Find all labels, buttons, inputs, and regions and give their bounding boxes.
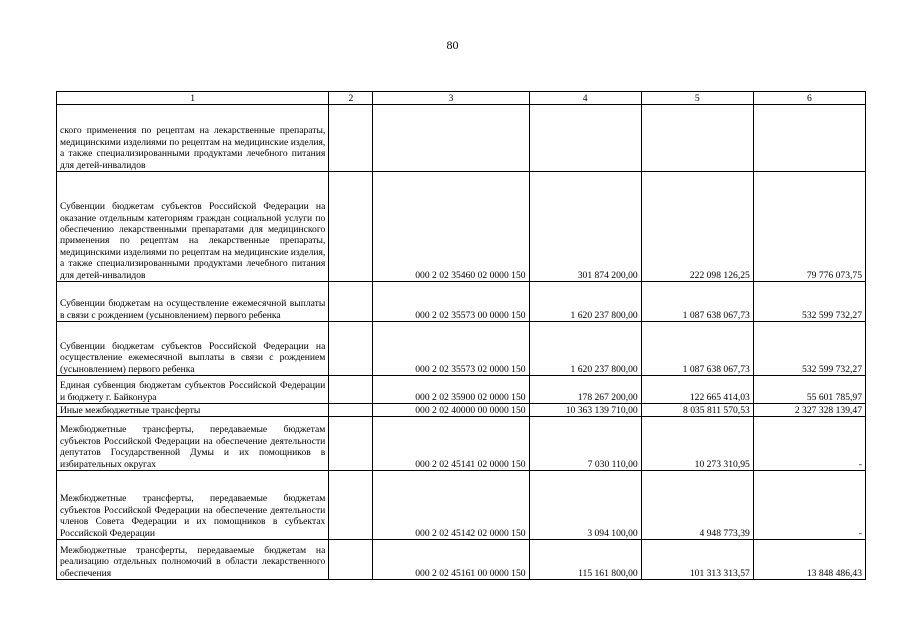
row-col2-cell: [329, 322, 373, 376]
row-value-col6: 13 848 486,43: [753, 540, 865, 580]
row-value-col4: 3 094 100,00: [529, 471, 641, 540]
row-name-cell: Иные межбюджетные трансферты: [57, 404, 329, 417]
row-value-col6: -: [753, 417, 865, 471]
row-value-col4: 301 874 200,00: [529, 172, 641, 282]
row-code-cell: 000 2 02 35573 02 0000 150: [373, 322, 529, 376]
column-header: 5: [641, 92, 753, 105]
row-value-col5: 1 087 638 067,73: [641, 282, 753, 322]
row-code-cell: 000 2 02 45141 02 0000 150: [373, 417, 529, 471]
table-row: [57, 282, 866, 322]
row-value-col5: 101 313 313,57: [641, 540, 753, 580]
row-col2-cell: [329, 172, 373, 282]
table-row: [57, 105, 866, 172]
row-value-col6: 532 599 732,27: [753, 282, 865, 322]
row-col2-cell: [329, 417, 373, 471]
row-value-col4: 178 267 200,00: [529, 376, 641, 404]
column-header: 6: [753, 92, 865, 105]
row-code-cell: 000 2 02 35900 02 0000 150: [373, 376, 529, 404]
row-col2-cell: [329, 404, 373, 417]
row-value-col5: 222 098 126,25: [641, 172, 753, 282]
row-col2-cell: [329, 105, 373, 172]
table-row: [57, 471, 866, 540]
column-header: 1: [57, 92, 329, 105]
row-value-col4: 1 620 237 800,00: [529, 322, 641, 376]
row-value-col4: [529, 105, 641, 172]
row-value-col6: -: [753, 471, 865, 540]
row-col2-cell: [329, 376, 373, 404]
row-value-col5: 4 948 773,39: [641, 471, 753, 540]
row-code-cell: 000 2 02 45161 00 0000 150: [373, 540, 529, 580]
row-col2-cell: [329, 471, 373, 540]
column-header: 3: [373, 92, 529, 105]
row-value-col4: 115 161 800,00: [529, 540, 641, 580]
budget-table: [56, 91, 866, 580]
row-col2-cell: [329, 540, 373, 580]
row-name-cell: Субвенции бюджетам субъектов Российской Федерации на оказание отдельным категориям граждан социальной услуги по обеспечению лекарственными препаратами для медицинского применения по рецептам на лекарственные препараты, медицинскими изделиями по рецептам на медицинские изделия, а также специализированными продуктами лечебного питания для детей-инвалидов: [57, 172, 329, 282]
row-value-col6: [753, 105, 865, 172]
table-header-row: [57, 92, 866, 105]
row-value-col5: 8 035 811 570,53: [641, 404, 753, 417]
row-value-col4: 7 030 110,00: [529, 417, 641, 471]
row-code-cell: [373, 105, 529, 172]
row-name-cell: Субвенции бюджетам субъектов Российской Федерации на осуществление ежемесячной выплаты в связи с рождением (усыновлением) первого ребенка: [57, 322, 329, 376]
row-name-cell: ского применения по рецептам на лекарственные препараты, медицинскими изделиями по рецептам на медицинские изделия, а также специализированными продуктами лечебного питания для детей-инвалидов: [57, 105, 329, 172]
page-number: 80: [446, 38, 459, 52]
row-value-col6: 55 601 785,97: [753, 376, 865, 404]
table-row: [57, 322, 866, 376]
row-name-cell: Межбюджетные трансферты, передаваемые бюджетам на реализацию отдельных полномочий в области лекарственного обеспечения: [57, 540, 329, 580]
table-row: [57, 376, 866, 404]
column-header: 4: [529, 92, 641, 105]
row-value-col6: 79 776 073,75: [753, 172, 865, 282]
row-value-col4: 10 363 139 710,00: [529, 404, 641, 417]
row-code-cell: 000 2 02 45142 02 0000 150: [373, 471, 529, 540]
table-row: [57, 540, 866, 580]
row-name-cell: Межбюджетные трансферты, передаваемые бюджетам субъектов Российской Федерации на обеспечение деятельности членов Совета Федерации и их помощников в субъектах Российской Федерации: [57, 471, 329, 540]
row-code-cell: 000 2 02 35573 00 0000 150: [373, 282, 529, 322]
row-value-col4: 1 620 237 800,00: [529, 282, 641, 322]
row-value-col5: [641, 105, 753, 172]
column-header: 2: [329, 92, 373, 105]
row-name-cell: Единая субвенция бюджетам субъектов Российской Федерации и бюджету г. Байконура: [57, 376, 329, 404]
table-row: [57, 404, 866, 417]
row-value-col6: 2 327 328 139,47: [753, 404, 865, 417]
row-code-cell: 000 2 02 35460 02 0000 150: [373, 172, 529, 282]
row-value-col5: 122 665 414,03: [641, 376, 753, 404]
row-name-cell: Субвенции бюджетам на осуществление ежемесячной выплаты в связи с рождением (усыновлением) первого ребенка: [57, 282, 329, 322]
table-row: [57, 417, 866, 471]
table-row: [57, 172, 866, 282]
row-value-col6: 532 599 732,27: [753, 322, 865, 376]
row-value-col5: 1 087 638 067,73: [641, 322, 753, 376]
row-value-col5: 10 273 310,95: [641, 417, 753, 471]
row-name-cell: Межбюджетные трансферты, передаваемые бюджетам субъектов Российской Федерации на обеспечение деятельности депутатов Государственной Думы и их помощников в избирательных округах: [57, 417, 329, 471]
row-code-cell: 000 2 02 40000 00 0000 150: [373, 404, 529, 417]
row-col2-cell: [329, 282, 373, 322]
